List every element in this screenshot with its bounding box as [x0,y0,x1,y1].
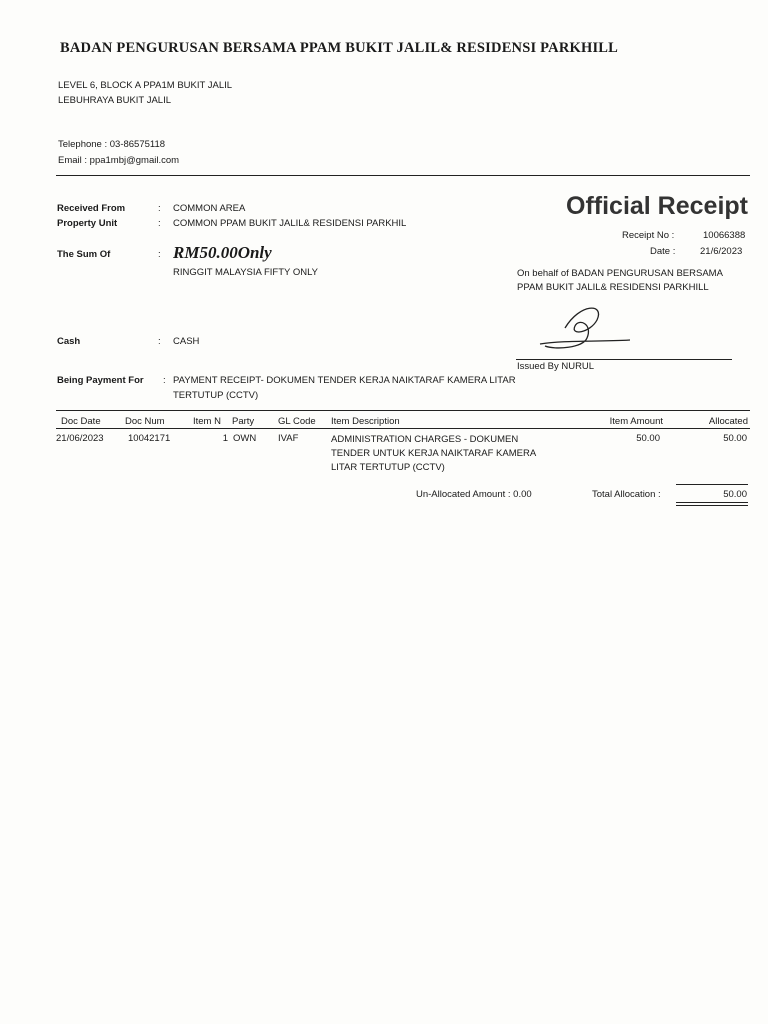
header-divider [56,175,750,176]
colon: : [158,336,161,347]
colon: : [158,218,161,229]
row-item-n: 1 [222,433,228,444]
receipt-title: Official Receipt [566,192,748,220]
row-item-amount: 50.00 [636,433,660,444]
payment-for-line-1: PAYMENT RECEIPT- DOKUMEN TENDER KERJA NAIKTARAF KAMERA LITAR [173,375,516,386]
organization-name: BADAN PENGURUSAN BERSAMA PPAM BUKIT JALIL& RESIDENSI PARKHILL [60,40,619,56]
property-unit-label: Property Unit [57,218,118,229]
col-allocated: Allocated [708,416,748,427]
colon: : [163,375,166,386]
total-underline-2 [676,505,748,506]
total-top-rule [676,484,748,485]
total-allocation-label: Total Allocation : [592,489,661,500]
received-from-label: Received From [57,203,126,214]
unallocated-amount: Un-Allocated Amount : 0.00 [416,489,532,500]
receipt-date: 21/6/2023 [700,246,743,257]
sum-amount: RM50.00Only [173,243,272,262]
receipt-no: 10066388 [703,230,746,241]
address-line-2: LEBUHRAYA BUKIT JALIL [58,95,171,106]
col-gl-code: GL Code [278,416,316,427]
row-gl-code: IVAF [278,433,299,444]
sum-label: The Sum Of [57,249,111,260]
row-allocated: 50.00 [723,433,747,444]
colon: : [158,249,161,260]
colon: : [158,203,161,214]
cash-label: Cash [57,336,81,347]
total-allocation-value: 50.00 [723,489,747,500]
address-line-1: LEVEL 6, BLOCK A PPA1M BUKIT JALIL [58,80,233,91]
receipt-no-label: Receipt No : [622,230,675,241]
sum-in-words: RINGGIT MALAYSIA FIFTY ONLY [173,267,318,278]
col-doc-num: Doc Num [125,416,165,427]
date-label: Date : [650,246,676,257]
received-from-value: COMMON AREA [173,203,246,214]
cash-value: CASH [173,336,200,347]
signature-line [516,359,732,360]
col-item-description: Item Description [331,416,400,427]
col-item-amount: Item Amount [609,416,663,427]
row-doc-date: 21/06/2023 [56,433,104,444]
total-underline-1 [676,502,748,503]
email: Email : ppa1mbj@gmail.com [58,155,180,166]
payment-for-line-2: TERTUTUP (CCTV) [173,390,259,401]
row-doc-num: 10042171 [128,433,171,444]
signature [535,298,635,358]
issued-by: Issued By NURUL [517,361,595,372]
row-party: OWN [233,433,257,444]
col-doc-date: Doc Date [61,416,101,427]
table-top-rule [56,410,750,411]
col-party: Party [232,416,255,427]
table-header-rule [56,428,750,429]
telephone: Telephone : 03-86575118 [58,139,166,150]
on-behalf-text: On behalf of BADAN PENGURUSAN BERSAMA PPAM BUKIT JALIL& RESIDENSI PARKHILL [517,268,723,293]
col-item-n: Item N [193,416,221,427]
property-unit-value: COMMON PPAM BUKIT JALIL& RESIDENSI PARKHIL [173,218,407,229]
payment-for-label: Being Payment For [57,375,144,386]
row-description: ADMINISTRATION CHARGES - DOKUMEN TENDER UNTUK KERJA NAIKTARAF KAMERA LITAR TERTUTUP (CCTV) [331,434,536,473]
